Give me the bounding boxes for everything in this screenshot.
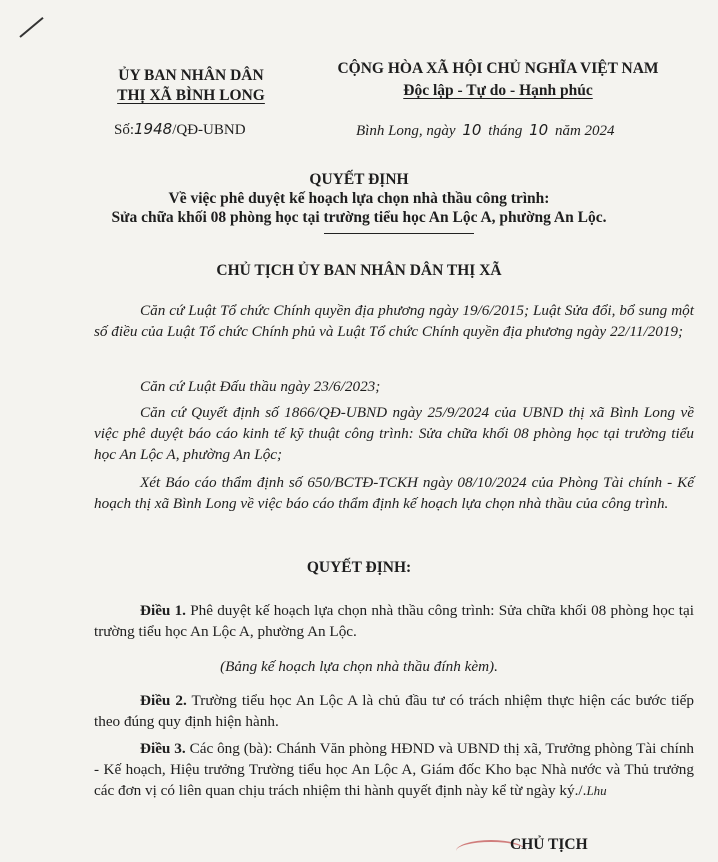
agency-line-2: THỊ XÃ BÌNH LONG [117, 87, 265, 104]
subject-line-1: Về việc phê duyệt kế hoạch lựa chọn nhà thầu công trình: [168, 190, 550, 207]
date-month: 10 [529, 121, 549, 139]
article-1-label: Điều 1. [140, 602, 186, 619]
legal-basis-3: Căn cứ Quyết định số 1866/QĐ-UBND ngày 25/9/2024 của UBND thị xã Bình Long về việc phê duyệt báo cáo kinh tế kỹ thuật công trình: Sửa chữa khối 08 phòng học tại trường tiểu học An Lộc A, phường An Lộc; [94, 404, 694, 463]
date-year: năm 2024 [554, 123, 615, 139]
article-2-text: Trường tiểu học An Lộc A là chủ đầu tư có trách nhiệm thực hiện các bước tiếp theo đúng quy định hiện hành. [94, 692, 695, 730]
national-header [318, 58, 678, 102]
national-motto: Độc lập - Tự do - Hạnh phúc [403, 82, 593, 99]
article-2-label: Điều 2. [140, 692, 187, 709]
nation-name: CỘNG HÒA XÃ HỘI CHỦ NGHĨA VIỆT NAM [337, 60, 659, 77]
document-number [114, 120, 246, 139]
article-1 [94, 600, 694, 642]
doc-number-handwritten: 1948 [134, 120, 173, 138]
issuer-heading: CHỦ TỊCH ỦY BAN NHÂN DÂN THỊ XÃ [216, 262, 502, 279]
article-3-text: Các ông (bà): Chánh Văn phòng HĐND và UBND thị xã, Trưởng phòng Tài chính - Kế hoạch, Hiệu trưởng Trường tiểu học An Lộc A, Giám đốc Kho bạc Nhà nước và Thủ trưởng các đơn vị có liên quan chịu trách nhiệm thi hành quyết định này kể từ ngày ký./. [94, 740, 695, 799]
date-day: 10 [462, 121, 482, 139]
document-type: QUYẾT ĐỊNH [309, 171, 409, 188]
date-month-word: tháng [488, 123, 523, 139]
article-2 [94, 690, 694, 732]
doc-number-suffix: /QĐ-UBND [172, 122, 246, 138]
date-place: Bình Long, ngày [356, 123, 456, 139]
doc-number-prefix: Số: [114, 122, 135, 138]
subject-line-2: Sửa chữa khối 08 phòng học tại trường tiểu học An Lộc A, phường An Lộc. [111, 209, 607, 226]
signature-title: CHỦ TỊCH [510, 836, 588, 853]
article-1-text: Phê duyệt kế hoạch lựa chọn nhà thầu công trình: Sửa chữa khối 08 phòng học tại trường tiểu học An Lộc A, phường An Lộc. [94, 602, 694, 640]
legal-basis-2: Căn cứ Luật Đấu thầu ngày 23/6/2023; [140, 378, 381, 395]
issuing-agency [96, 66, 286, 106]
article-3-label: Điều 3. [140, 740, 186, 757]
legal-basis-4: Xét Báo cáo thẩm định số 650/BCTĐ-TCKH ngày 08/10/2024 của Phòng Tài chính - Kế hoạch thị xã Bình Long về việc báo cáo thẩm định kế hoạch lựa chọn nhà thầu của công trình. [94, 474, 694, 512]
issue-date [356, 121, 615, 140]
attachment-note: (Bảng kế hoạch lựa chọn nhà thầu đính kèm). [220, 658, 498, 675]
article-3 [94, 738, 694, 801]
decision-heading: QUYẾT ĐỊNH: [306, 559, 412, 576]
legal-basis-1: Căn cứ Luật Tổ chức Chính quyền địa phương ngày 19/6/2015; Luật Sửa đổi, bổ sung một số điều của Luật Tổ chức Chính phủ và Luật Tổ chức Chính quyền địa phương ngày 22/11/2019; [94, 302, 694, 340]
title-underline [324, 233, 474, 234]
agency-line-1: ỦY BAN NHÂN DÂN [118, 67, 264, 84]
handwritten-initials: Lhu [586, 783, 607, 798]
pen-mark [19, 17, 43, 38]
